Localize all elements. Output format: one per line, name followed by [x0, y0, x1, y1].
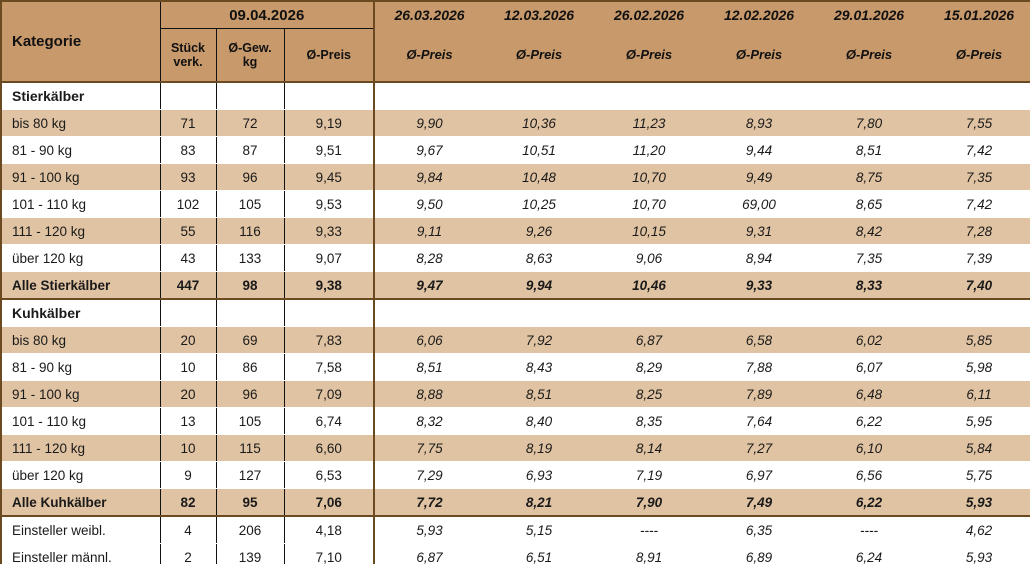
extra-row-history-3: ----	[594, 516, 704, 544]
row-gewicht: 86	[216, 354, 284, 381]
table-row	[2, 327, 1030, 354]
header-sub-gewicht-line2: kg	[242, 55, 258, 69]
row-label: bis 80 kg	[2, 110, 160, 137]
header-sub-gewicht-line1: Ø-Gew.	[228, 41, 272, 55]
section-blank-history-5	[814, 82, 924, 110]
row-label: 101 - 110 kg	[2, 408, 160, 435]
row-preis: 9,51	[284, 137, 374, 164]
section-blank-history-5	[814, 299, 924, 327]
row-history-4: 8,94	[704, 245, 814, 272]
header-sub-history-3: Ø-Preis	[594, 29, 704, 83]
table-row	[2, 408, 1030, 435]
row-preis: 9,53	[284, 191, 374, 218]
header-row-dates	[2, 2, 1030, 29]
row-gewicht: 116	[216, 218, 284, 245]
row-history-6: 5,85	[924, 327, 1030, 354]
row-history-2: 10,48	[484, 164, 594, 191]
row-label: 81 - 90 kg	[2, 137, 160, 164]
total-gewicht: 98	[216, 272, 284, 300]
row-history-2: 10,25	[484, 191, 594, 218]
total-history-6: 7,40	[924, 272, 1030, 300]
section-blank-history-2	[484, 82, 594, 110]
row-history-4: 6,97	[704, 462, 814, 489]
extra-row-history-4: 6,89	[704, 544, 814, 564]
row-label: 101 - 110 kg	[2, 191, 160, 218]
calf-price-table	[2, 2, 1030, 564]
section-blank-history-2	[484, 299, 594, 327]
table-body	[2, 82, 1030, 564]
extra-row-label: Einsteller männl.	[2, 544, 160, 564]
table-row	[2, 354, 1030, 381]
row-label: 91 - 100 kg	[2, 381, 160, 408]
row-history-2: 8,63	[484, 245, 594, 272]
total-preis: 9,38	[284, 272, 374, 300]
row-history-6: 7,42	[924, 191, 1030, 218]
row-stueck: 13	[160, 408, 216, 435]
row-history-6: 7,35	[924, 164, 1030, 191]
extra-row-history-1: 5,93	[374, 516, 484, 544]
row-stueck: 102	[160, 191, 216, 218]
extra-row-history-4: 6,35	[704, 516, 814, 544]
row-preis: 7,83	[284, 327, 374, 354]
section-blank-history-1	[374, 299, 484, 327]
row-history-4: 6,58	[704, 327, 814, 354]
section-blank-preis	[284, 299, 374, 327]
row-history-6: 5,75	[924, 462, 1030, 489]
extra-row-history-2: 5,15	[484, 516, 594, 544]
header-sub-stueck-line2: verk.	[173, 55, 203, 69]
total-history-4: 7,49	[704, 489, 814, 517]
total-history-2: 8,21	[484, 489, 594, 517]
row-history-5: 7,35	[814, 245, 924, 272]
header-history-date-4: 12.02.2026	[704, 2, 814, 29]
row-history-2: 9,26	[484, 218, 594, 245]
row-history-2: 6,93	[484, 462, 594, 489]
extra-row-history-2: 6,51	[484, 544, 594, 564]
row-label: 91 - 100 kg	[2, 164, 160, 191]
row-preis: 7,09	[284, 381, 374, 408]
table-row	[2, 218, 1030, 245]
extra-row-history-5: 6,24	[814, 544, 924, 564]
section-blank-history-6	[924, 299, 1030, 327]
extra-row-history-6: 5,93	[924, 544, 1030, 564]
row-history-4: 69,00	[704, 191, 814, 218]
total-history-3: 7,90	[594, 489, 704, 517]
header-history-date-2: 12.03.2026	[484, 2, 594, 29]
row-history-3: 7,19	[594, 462, 704, 489]
total-history-1: 9,47	[374, 272, 484, 300]
row-history-5: 6,48	[814, 381, 924, 408]
header-category: Kategorie	[2, 2, 160, 82]
row-gewicht: 87	[216, 137, 284, 164]
row-history-2: 8,40	[484, 408, 594, 435]
row-history-1: 9,84	[374, 164, 484, 191]
row-history-1: 8,88	[374, 381, 484, 408]
extra-row-label: Einsteller weibl.	[2, 516, 160, 544]
row-history-1: 9,11	[374, 218, 484, 245]
extra-row-history-3: 8,91	[594, 544, 704, 564]
row-preis: 7,58	[284, 354, 374, 381]
header-sub-history-5: Ø-Preis	[814, 29, 924, 83]
row-history-1: 7,75	[374, 435, 484, 462]
row-history-1: 8,51	[374, 354, 484, 381]
row-gewicht: 72	[216, 110, 284, 137]
extra-row-history-1: 6,87	[374, 544, 484, 564]
section-header-row	[2, 299, 1030, 327]
section-blank-history-1	[374, 82, 484, 110]
total-stueck: 82	[160, 489, 216, 517]
table-row	[2, 381, 1030, 408]
section-blank-stueck	[160, 299, 216, 327]
row-stueck: 20	[160, 327, 216, 354]
row-history-6: 7,28	[924, 218, 1030, 245]
row-history-3: 10,15	[594, 218, 704, 245]
row-preis: 9,45	[284, 164, 374, 191]
row-history-1: 9,50	[374, 191, 484, 218]
row-stueck: 55	[160, 218, 216, 245]
row-preis: 9,33	[284, 218, 374, 245]
row-label: 81 - 90 kg	[2, 354, 160, 381]
row-gewicht: 96	[216, 164, 284, 191]
row-history-4: 7,64	[704, 408, 814, 435]
row-history-3: 11,23	[594, 110, 704, 137]
table-row	[2, 435, 1030, 462]
row-history-4: 7,88	[704, 354, 814, 381]
section-blank-gewicht	[216, 82, 284, 110]
header-sub-gewicht	[216, 29, 284, 83]
total-label: Alle Stierkälber	[2, 272, 160, 300]
table-row	[2, 245, 1030, 272]
extra-row-history-6: 4,62	[924, 516, 1030, 544]
row-history-4: 7,27	[704, 435, 814, 462]
row-history-3: 11,20	[594, 137, 704, 164]
row-gewicht: 105	[216, 191, 284, 218]
row-history-5: 8,51	[814, 137, 924, 164]
section-header-row	[2, 82, 1030, 110]
section-blank-history-6	[924, 82, 1030, 110]
extra-row-history-5: ----	[814, 516, 924, 544]
row-history-1: 8,32	[374, 408, 484, 435]
row-gewicht: 133	[216, 245, 284, 272]
row-history-3: 6,87	[594, 327, 704, 354]
row-preis: 6,74	[284, 408, 374, 435]
row-history-3: 8,29	[594, 354, 704, 381]
table-row	[2, 544, 1030, 564]
row-history-4: 9,31	[704, 218, 814, 245]
section-blank-history-4	[704, 82, 814, 110]
table-row	[2, 164, 1030, 191]
row-stueck: 93	[160, 164, 216, 191]
extra-row-stueck: 2	[160, 544, 216, 564]
total-history-3: 10,46	[594, 272, 704, 300]
row-stueck: 10	[160, 435, 216, 462]
section-title: Stierkälber	[2, 82, 160, 110]
row-history-6: 7,39	[924, 245, 1030, 272]
total-label: Alle Kuhkälber	[2, 489, 160, 517]
row-history-2: 7,92	[484, 327, 594, 354]
extra-row-stueck: 4	[160, 516, 216, 544]
row-gewicht: 105	[216, 408, 284, 435]
header-sub-history-6: Ø-Preis	[924, 29, 1030, 83]
section-blank-history-3	[594, 299, 704, 327]
row-history-1: 7,29	[374, 462, 484, 489]
row-history-3: 9,06	[594, 245, 704, 272]
row-history-5: 6,07	[814, 354, 924, 381]
row-history-6: 6,11	[924, 381, 1030, 408]
header-current-date: 09.04.2026	[160, 2, 374, 29]
row-stueck: 20	[160, 381, 216, 408]
row-history-2: 8,19	[484, 435, 594, 462]
total-preis: 7,06	[284, 489, 374, 517]
section-blank-preis	[284, 82, 374, 110]
row-label: über 120 kg	[2, 462, 160, 489]
header-history-date-3: 26.02.2026	[594, 2, 704, 29]
row-gewicht: 127	[216, 462, 284, 489]
row-history-3: 10,70	[594, 191, 704, 218]
header-history-date-1: 26.03.2026	[374, 2, 484, 29]
row-history-1: 9,90	[374, 110, 484, 137]
row-history-2: 8,51	[484, 381, 594, 408]
row-preis: 9,07	[284, 245, 374, 272]
section-blank-history-3	[594, 82, 704, 110]
row-label: bis 80 kg	[2, 327, 160, 354]
row-stueck: 10	[160, 354, 216, 381]
row-history-5: 8,42	[814, 218, 924, 245]
header-sub-preis: Ø-Preis	[284, 29, 374, 83]
header-sub-stueck	[160, 29, 216, 83]
table-row	[2, 110, 1030, 137]
extra-row-gewicht: 206	[216, 516, 284, 544]
total-history-2: 9,94	[484, 272, 594, 300]
row-history-4: 9,44	[704, 137, 814, 164]
row-history-2: 10,36	[484, 110, 594, 137]
section-total-row	[2, 272, 1030, 300]
header-sub-stueck-line1: Stück	[170, 41, 206, 55]
section-blank-gewicht	[216, 299, 284, 327]
row-preis: 9,19	[284, 110, 374, 137]
row-history-6: 5,84	[924, 435, 1030, 462]
row-history-5: 6,22	[814, 408, 924, 435]
row-history-2: 8,43	[484, 354, 594, 381]
row-stueck: 71	[160, 110, 216, 137]
row-gewicht: 96	[216, 381, 284, 408]
table-row	[2, 462, 1030, 489]
row-history-6: 7,55	[924, 110, 1030, 137]
row-stueck: 43	[160, 245, 216, 272]
row-label: über 120 kg	[2, 245, 160, 272]
row-preis: 6,53	[284, 462, 374, 489]
row-history-5: 6,02	[814, 327, 924, 354]
table-row	[2, 191, 1030, 218]
row-history-6: 7,42	[924, 137, 1030, 164]
row-history-3: 8,25	[594, 381, 704, 408]
row-gewicht: 115	[216, 435, 284, 462]
extra-row-preis: 7,10	[284, 544, 374, 564]
row-history-1: 8,28	[374, 245, 484, 272]
header-history-date-6: 15.01.2026	[924, 2, 1030, 29]
section-blank-stueck	[160, 82, 216, 110]
total-history-6: 5,93	[924, 489, 1030, 517]
total-history-1: 7,72	[374, 489, 484, 517]
row-history-2: 10,51	[484, 137, 594, 164]
header-sub-history-2: Ø-Preis	[484, 29, 594, 83]
section-title: Kuhkälber	[2, 299, 160, 327]
row-history-5: 7,80	[814, 110, 924, 137]
row-history-4: 7,89	[704, 381, 814, 408]
row-history-5: 8,65	[814, 191, 924, 218]
header-history-date-5: 29.01.2026	[814, 2, 924, 29]
header-sub-history-4: Ø-Preis	[704, 29, 814, 83]
row-preis: 6,60	[284, 435, 374, 462]
row-history-1: 6,06	[374, 327, 484, 354]
header-sub-history-1: Ø-Preis	[374, 29, 484, 83]
row-history-3: 10,70	[594, 164, 704, 191]
row-stueck: 83	[160, 137, 216, 164]
section-blank-history-4	[704, 299, 814, 327]
row-history-6: 5,95	[924, 408, 1030, 435]
row-history-5: 8,75	[814, 164, 924, 191]
total-history-4: 9,33	[704, 272, 814, 300]
table-row	[2, 516, 1030, 544]
total-gewicht: 95	[216, 489, 284, 517]
total-stueck: 447	[160, 272, 216, 300]
row-label: 111 - 120 kg	[2, 218, 160, 245]
row-history-1: 9,67	[374, 137, 484, 164]
row-history-5: 6,10	[814, 435, 924, 462]
total-history-5: 6,22	[814, 489, 924, 517]
row-history-4: 9,49	[704, 164, 814, 191]
row-history-3: 8,14	[594, 435, 704, 462]
row-history-5: 6,56	[814, 462, 924, 489]
row-history-4: 8,93	[704, 110, 814, 137]
row-stueck: 9	[160, 462, 216, 489]
section-total-row	[2, 489, 1030, 517]
extra-row-preis: 4,18	[284, 516, 374, 544]
total-history-5: 8,33	[814, 272, 924, 300]
extra-row-gewicht: 139	[216, 544, 284, 564]
row-history-6: 5,98	[924, 354, 1030, 381]
table-row	[2, 137, 1030, 164]
row-gewicht: 69	[216, 327, 284, 354]
table-header	[2, 2, 1030, 82]
row-label: 111 - 120 kg	[2, 435, 160, 462]
row-history-3: 8,35	[594, 408, 704, 435]
